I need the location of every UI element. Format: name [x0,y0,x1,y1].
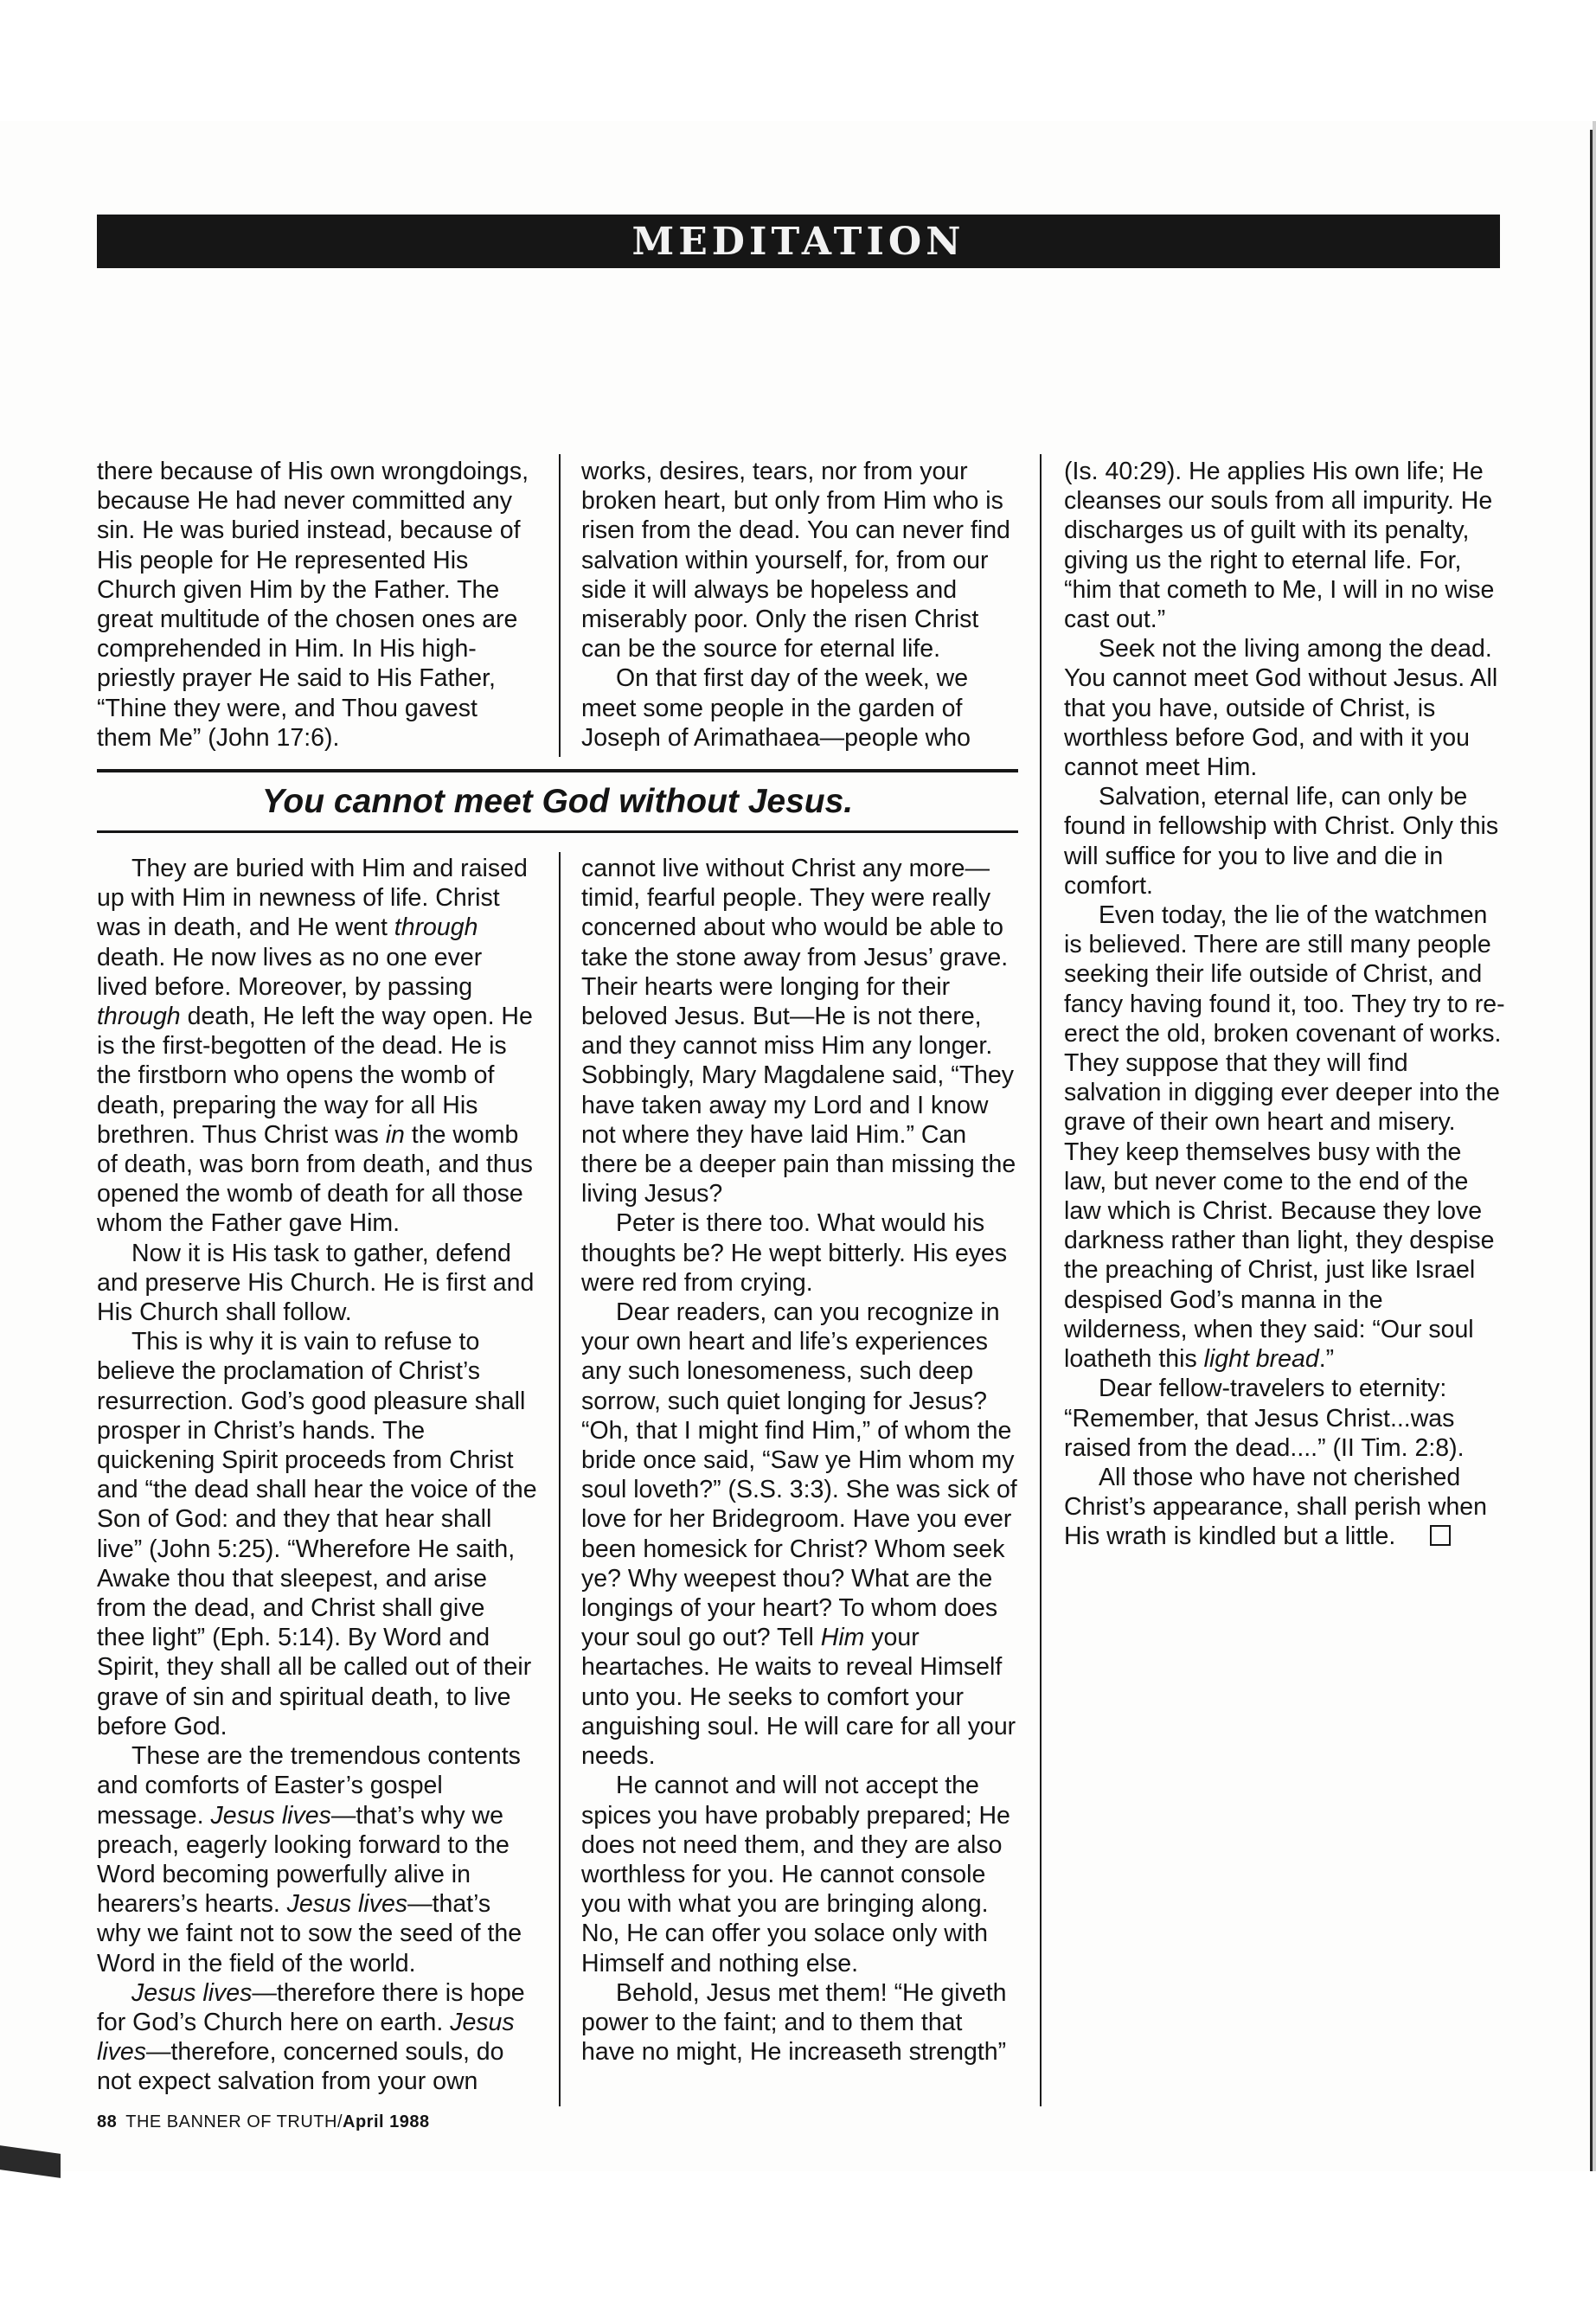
column-1-bottom [97,854,538,2097]
page-number: 88 [97,2112,118,2131]
scan-margin-bottom [0,2171,1596,2301]
paragraph: Peter is there too. What would his thoughts be? He wept bitterly. His eyes were red from crying. [581,1209,1008,1297]
paragraph: works, desires, tears, nor from your broken heart, but only from Him who is risen from the dead. You can never find salvation within yourself, for, from our side it will always be hopeless and miserably poor. Only the risen Christ can be the source for eternal life. [581,458,1010,663]
column-1-top [97,457,538,753]
column-2-top [581,457,1018,753]
publication-name: THE BANNER OF TRUTH/ [125,2112,343,2131]
scan-edge-right [1593,121,1596,2171]
column-rule [559,852,561,2106]
paragraph: Seek not the living among the dead. You cannot meet God without Jesus. All that you have, outside of Christ, is worthless before God, and with it you cannot meet Him. [1064,635,1498,782]
pull-quote: You cannot meet God without Jesus. [261,783,854,820]
paragraph: Behold, Jesus met them! “He giveth power to the faint; and to them that have no might, He increaseth strength” [581,1978,1007,2067]
paragraph: On that first day of the week, we meet some people in the garden of Joseph of Arimathaea—people who [581,664,971,752]
section-title: MEDITATION [631,219,965,264]
pull-quote-rule-bottom [97,830,1018,833]
paragraph: there because of His own wrongdoings, because He had never committed any sin. He was buried instead, because of His people for He represented His Church given Him by the Father. The great multitude of the chosen ones are comprehended in Him. In His high-priestly prayer He said to His Father, “Thine they were, and Thou gavest them Me” (John 17:6). [97,458,529,752]
paragraph: Dear readers, can you recognize in your own heart and life’s experiences any such lonesomeness, such deep sorrow, such quiet longing for Jesus? “Oh, that I might find Him,” of whom the bride once said, “Saw ye Him whom my soul loveth?” (S.S. 3:3). She was sick of love for her Bridegroom. Have you ever been homesick for Christ? Whom seek ye? Why weepest thou? What are the longings of your heart? To whom does your soul go out? Tell Him your heartaches. He waits to reveal Himself unto you. He seeks to comfort your anguishing soul. He will care for all your needs. [581,1298,1017,1771]
paragraph: They are buried with Him and raised up with Him in newness of life. Christ was in death, and He went through death. He now lives as no one ever lived before. Moreover, by passing through death, He left the way open. He is the first-begotten of the dead. He is the firstborn who opens the womb of death, preparing the way for all His brethren. Thus Christ was in the womb of death, was born from death, and thus opened the womb of death for all those whom the Father gave Him. [97,855,533,1238]
paragraph: cannot live without Christ any more—timid, fearful people. They were really concerned about who would be able to take the stone away from Jesus’ grave. Their hearts were longing for their beloved Jesus. But—He is not there, and they cannot miss Him any longer. Sobbingly, Mary Magdalene said, “They have taken away my Lord and I know not where they have laid Him.” Can there be a deeper pain than missing the living Jesus? [581,855,1016,1208]
section-banner [97,215,1500,268]
column-3 [1064,457,1505,1552]
issue-date: April 1988 [343,2112,430,2131]
column-rule [559,454,561,757]
paragraph: Jesus lives—therefore there is hope for God’s Church here on earth. Jesus lives—therefore, concerned souls, do not expect salvation from your own [97,1978,525,2096]
end-mark-icon [1430,1525,1451,1546]
paragraph: Even today, the lie of the watchmen is believed. There are still many people seeking their life outside of Christ, and fancy having found it, too. They try to re-erect the old, broken covenant of works. They suppose that they will find salvation in digging ever deeper into the grave of their own heart and misery. They keep themselves busy with the law, but never come to the end of the law which is Christ. Because they love darkness rather than light, they despise the preaching of Christ, just like Israel despised God’s manna in the wilderness, when they said: “Our soul loatheth this light bread.” [1064,901,1505,1374]
pull-quote-rule-top [97,769,1018,772]
paragraph: Salvation, eternal life, can only be found in fellowship with Christ. Only this will suffice for you to live and die in comfort. [1064,783,1499,900]
page-edge-right [1590,130,1593,2173]
paragraph: This is why it is vain to refuse to believe the proclamation of Christ’s resurrection. God’s good pleasure shall prosper in Christ’s hands. The quickening Spirit proceeds from Christ and “the dead shall hear the voice of the Son of God: and they that hear shall live” (John 5:25). “Wherefore He saith, Awake thou that sleepest, and arise from the dead, and Christ shall give thee light” (Eph. 5:14). By Word and Spirit, they shall all be called out of their grave of sin and spiritual death, to live before God. [97,1328,537,1740]
page-footer [97,2112,430,2132]
scan-margin-top [0,0,1596,121]
paragraph: All those who have not cherished Christ’s appearance, shall perish when His wrath is kindled but a little. [1064,1463,1487,1551]
column-2-bottom [581,854,1018,2067]
paragraph: Dear fellow-travelers to eternity: “Remember, that Jesus Christ...was raised from the dead....” (II Tim. 2:8). [1064,1375,1465,1462]
paragraph: He cannot and will not accept the spices you have probably prepared; He does not need them, and they are also worthless for you. He cannot console you with what you are bringing along. No, He can offer you solace only with Himself and nothing else. [581,1772,1010,1977]
paragraph: These are the tremendous contents and comforts of Easter’s gospel message. Jesus lives—that’s why we preach, eagerly looking forward to the Word becoming powerfully alive in hearers’s hearts. Jesus lives—that’s why we faint not to sow the seed of the Word in the field of the world. [97,1742,522,1977]
paragraph: Now it is His task to gather, defend and preserve His Church. He is first and His Church shall follow. [97,1239,535,1327]
paragraph: (Is. 40:29). He applies His own life; He cleanses our souls from all impurity. He discharges us of guilt with its penalty, giving us the right to eternal life. For, “him that cometh to Me, I will in no wise cast out.” [1064,458,1495,634]
column-rule [1040,454,1042,2106]
